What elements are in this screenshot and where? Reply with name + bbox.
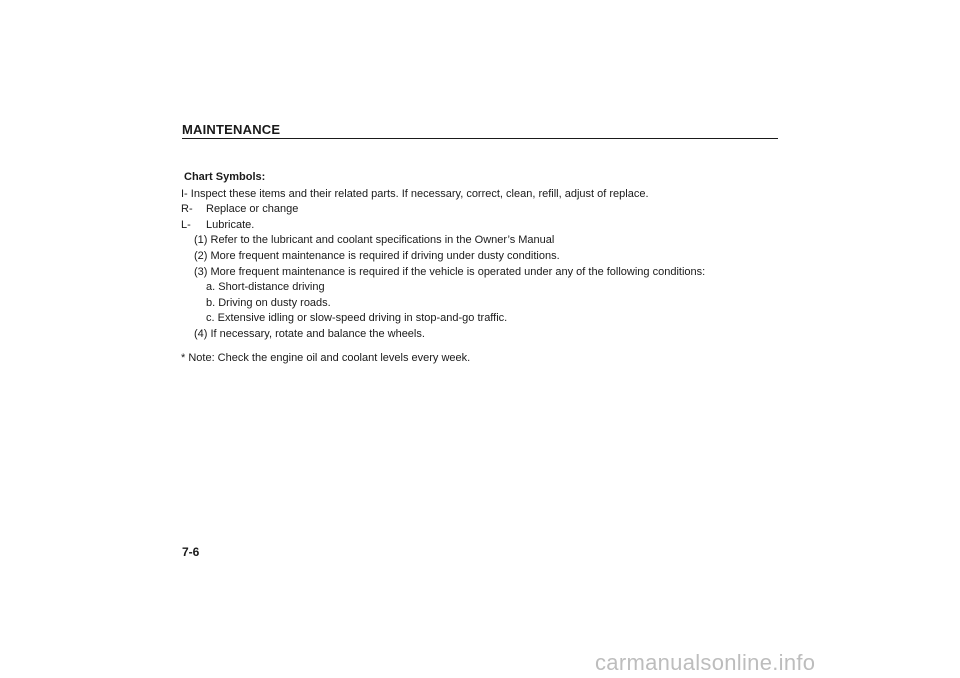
chart-symbols-section [181, 170, 781, 366]
condition-item: a. Short-distance driving [206, 281, 325, 294]
section-title: MAINTENANCE [182, 122, 281, 137]
symbol-description: Lubricate. [206, 218, 255, 231]
symbol-description: Replace or change [206, 203, 299, 216]
condition-item: b. Driving on dusty roads. [206, 296, 331, 309]
header-divider [182, 138, 778, 139]
symbol-code: R- [181, 203, 193, 216]
inspect-symbol-line: I- Inspect these items and their related parts. If necessary, correct, clean, refill, adjust of replace. [181, 187, 649, 200]
note-item: (3) More frequent maintenance is required if the vehicle is operated under any of the following conditions: [194, 265, 706, 278]
symbol-row-lubricate [181, 218, 781, 234]
note-item: (4) If necessary, rotate and balance the wheels. [194, 327, 425, 340]
page-number: 7-6 [182, 545, 200, 559]
note-item: (2) More frequent maintenance is required if driving under dusty conditions. [194, 249, 560, 262]
symbol-code: L- [181, 218, 191, 231]
footnote: * Note: Check the engine oil and coolant levels every week. [181, 351, 471, 364]
watermark: carmanualsonline.info [595, 650, 816, 675]
note-item: (1) Refer to the lubricant and coolant specifications in the Owner’s Manual [194, 234, 555, 247]
symbol-row-replace [181, 202, 781, 218]
chart-symbols-heading: Chart Symbols: [184, 171, 266, 183]
condition-item: c. Extensive idling or slow-speed driving in stop-and-go traffic. [206, 312, 508, 325]
